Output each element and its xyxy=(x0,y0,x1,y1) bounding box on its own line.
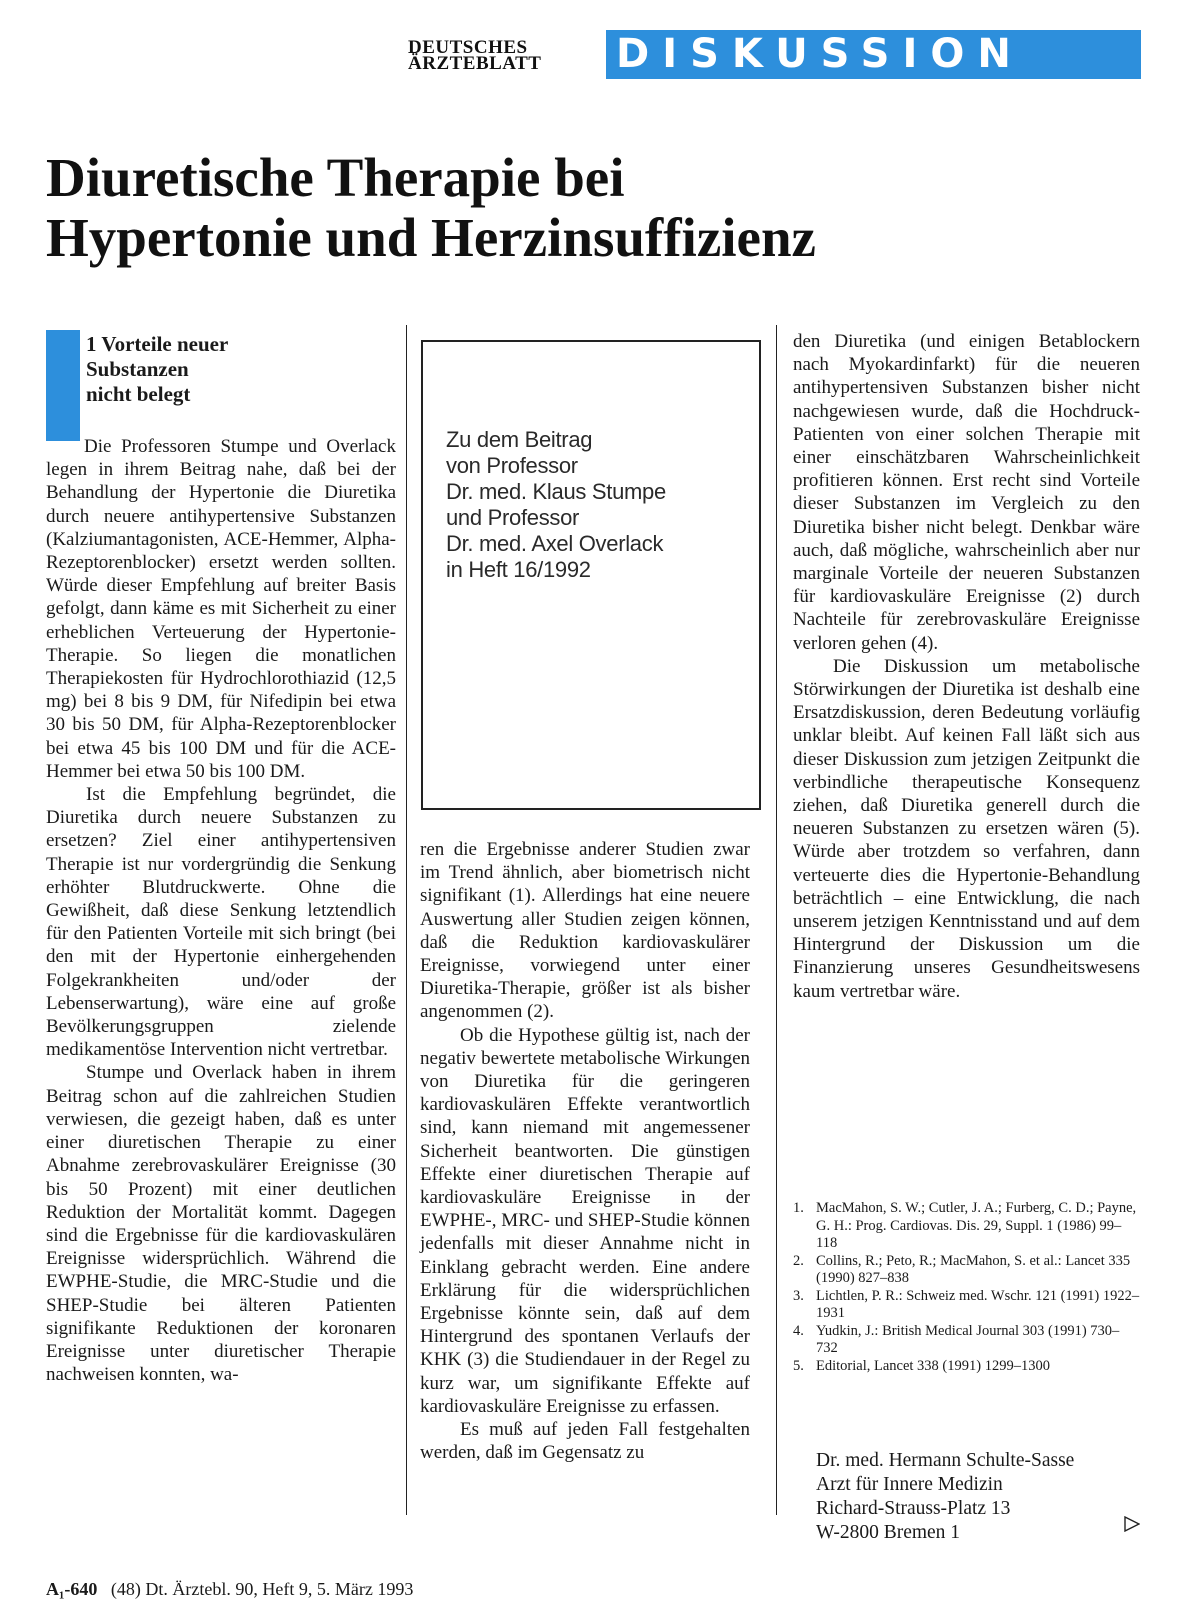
reference-text: Yudkin, J.: British Medical Journal 303 (1991) 730–732 xyxy=(816,1322,1120,1356)
author-name: Dr. med. Hermann Schulte-Sasse xyxy=(816,1450,1075,1471)
author-city: W-2800 Bremen 1 xyxy=(816,1522,961,1543)
note-line: Dr. med. Axel Overlack xyxy=(446,531,664,556)
note-line: Zu dem Beitrag xyxy=(446,427,593,452)
reference-number: 5. xyxy=(793,1357,804,1374)
reference-number: 4. xyxy=(793,1322,804,1339)
continue-arrow-icon xyxy=(1124,1516,1140,1532)
body-column-2 xyxy=(420,838,750,1464)
body-column-1 xyxy=(46,330,396,1386)
reference-number: 3. xyxy=(793,1287,804,1304)
reference-item xyxy=(793,1200,1140,1253)
paragraph: Die Professoren Stumpe und Overlack legen in ihrem Beitrag nahe, daß bei der Behandlung der Hypertonie die Diuretika durch neuere antihypertensive Substanzen (Kalziumantagonisten, ACE-Hemmer, Alpha-Rezeptorenblocker) ersetzt werden sollten. Würde dieser Empfehlung auf breiter Basis gefolgt, dann käme es mit Sicherheit zu einer erheblichen Verteuerung der Hypertonie-Therapie. So liegen die monatlichen Therapiekosten für Hydrochlorothiazid (12,5 mg) bei 8 bis 9 DM, für Nifedipin bei etwa 30 bis 50 DM, für Alpha-Rezeptorenblocker bei etwa 45 bis 100 DM und für die ACE-Hemmer bei etwa 50 bis 100 DM. xyxy=(46,436,396,782)
reference-text: Editorial, Lancet 338 (1991) 1299–1300 xyxy=(816,1357,1050,1374)
page-title xyxy=(46,148,1126,268)
reference-number: 1. xyxy=(793,1200,804,1216)
masthead xyxy=(408,37,588,74)
reference-item xyxy=(793,1253,1140,1288)
paragraph: Stumpe und Overlack haben in ihrem Beitrag schon auf die zahlreichen Studien verwiesen, die gezeigt haben, daß es unter einer diuretischen Therapie zu einer Abnahme zerebrovaskulärer Ereignisse (30 bis 50 Prozent) mit einer deutlichen Reduktion der Mortalität kommt. Dagegen sind die Ergebnisse für die kardiovaskulären Ereignisse widersprüchlich. Während die EWPHE-Studie, die MRC-Studie und die SHEP-Studie bei älteren Patienten signifikante Reduktionen der koronaren Ereignisse unter diuretischer Therapie nachweisen konnten, wa- xyxy=(46,1062,396,1386)
note-box-text xyxy=(446,427,746,583)
note-line: Dr. med. Klaus Stumpe xyxy=(446,479,666,504)
body-column-3 xyxy=(793,330,1140,1003)
section-heading-line1: 1 Vorteile neuer xyxy=(86,332,229,356)
paragraph: Es muß auf jeden Fall festgehalten werden, daß im Gegensatz zu xyxy=(420,1419,750,1464)
note-line: und Professor xyxy=(446,505,580,530)
column-rule-left xyxy=(406,325,407,1515)
paragraph: Ob die Hypothese gültig ist, nach der negativ bewertete metabolische Wirkungen von Diuretika für die geringeren kardiovaskulären Effekte verantwortlich sind, kann niemand mit angemessener Sicherheit beantworten. Die günstigen Effekte einer diuretischen Therapie auf kardiovaskuläre Ereignisse in der EWPHE-, MRC- und SHEP-Studie können jedenfalls mit dieser Annahme nicht in Einklang gebracht werden. Eine andere Erklärung für die widersprüchlichen Ergebnisse könnte sein, daß auf dem Hintergrund des spontanen Verlaufs der KHK (3) die Studiendauer in der Regel zu kurz war, um signifikante Effekte auf kardiovaskuläre Ereignisse zu erfassen. xyxy=(420,1024,750,1417)
author-block xyxy=(816,1449,1146,1545)
reference-text: Lichtlen, P. R.: Schweiz med. Wschr. 121 (1991) 1922–1931 xyxy=(816,1287,1140,1321)
references-list xyxy=(793,1200,1140,1375)
reference-item xyxy=(793,1288,1140,1323)
author-title: Arzt für Innere Medizin xyxy=(816,1474,1003,1495)
journal-citation: (48) Dt. Ärztebl. 90, Heft 9, 5. März 1993 xyxy=(110,1579,414,1599)
section-banner: DISKUSSION xyxy=(606,30,1141,79)
note-line: in Heft 16/1992 xyxy=(446,557,591,582)
reference-text: MacMahon, S. W.; Cutler, J. A.; Furberg, C. D.; Payne, G. H.: Prog. Cardiovas. Dis. 29, Suppl. 1 (1986) 99–118 xyxy=(816,1200,1137,1251)
section-heading-line3: nicht belegt xyxy=(86,382,191,406)
reference-number: 2. xyxy=(793,1252,804,1269)
page-footer xyxy=(46,1578,746,1600)
note-line: von Professor xyxy=(446,453,578,478)
paragraph: Die Diskussion um metabolische Störwirkungen der Diuretika ist deshalb eine Ersatzdiskussion, deren Bedeutung vorläufig unklar bleibt. Auf keinen Fall läßt sich aus dieser Diskussion zum jetzigen Zeitpunkt die verbindliche therapeutische Konsequenz ziehen, daß Diuretika generell durch die neueren Substanzen zu ersetzen wären (5). Würde aber trotzdem so verfahren, dann verteuerte dies die Hypertonie-Behandlung beträchtlich – eine Entwicklung, die nach unserem jetzigen Kenntnisstand und auf dem Hintergrund der Diskussion um die Finanzierung unseres Gesundheitswesens kaum vertretbar wäre. xyxy=(793,655,1140,1002)
page-title-line2: Hypertonie und Herzinsuffizienz xyxy=(46,207,816,268)
reference-item xyxy=(793,1323,1140,1358)
reference-text: Collins, R.; Peto, R.; MacMahon, S. et al.: Lancet 335 (1990) 827–838 xyxy=(816,1252,1131,1286)
paragraph: ren die Ergebnisse anderer Studien zwar im Trend ähnlich, aber biometrisch nicht signifikant (1). Allerdings hat eine neuere Auswertung aller Studien zeigen können, daß die Reduktion kardiovaskulärer Ereignisse, vorwiegend unter einer Diuretika-Therapie, größer ist als bisher angenommen (2). xyxy=(420,839,750,1023)
page-code: A₁-640 xyxy=(46,1579,98,1599)
paragraph: Ist die Empfehlung begründet, die Diuretika durch neuere Substanzen zu ersetzen? Ziel einer antihypertensiven Therapie ist nur vordergründig die Senkung erhöhter Blutdruckwerte. Ohne die Gewißheit, daß diese Senkung letztendlich für den Patienten Vorteile mit sich bringt (bei den mit der Hypertonie einhergehenden Folgekrankheiten und/oder der Lebenserwartung), wäre eine auf große Bevölkerungsgruppen zielende medikamentöse Intervention nicht vertretbar. xyxy=(46,784,396,1061)
paragraph: den Diuretika (und einigen Betablockern nach Myokardinfarkt) für die neueren antihypertensiven Substanzen bisher nicht nachgewiesen wurde, daß die Hochdruck-Patienten von einer solchen Therapie mit einer einschätzbaren Wahrscheinlichkeit profitieren können. Erst recht sind Vorteile dieser Substanzen im Vergleich zu den Diuretika bisher nicht belegt. Denkbar wäre auch, daß mögliche, wahrscheinlich aber nur marginale Vorteile der neueren Substanzen für kardiovaskuläre Ereignisse (2) durch Nachteile für zerebrovaskuläre Ereignisse verloren gehen (4). xyxy=(793,331,1140,654)
masthead-line2: ÄRZTEBLATT xyxy=(408,53,542,74)
section-heading-line2: Substanzen xyxy=(86,357,189,381)
page-title-line1: Diuretische Therapie bei xyxy=(46,147,625,208)
reference-item xyxy=(793,1358,1140,1376)
masthead-line1: DEUTSCHES xyxy=(408,37,528,58)
column-rule-right xyxy=(776,325,777,1515)
author-street: Richard-Strauss-Platz 13 xyxy=(816,1498,1011,1519)
heading-spacer xyxy=(46,330,396,435)
